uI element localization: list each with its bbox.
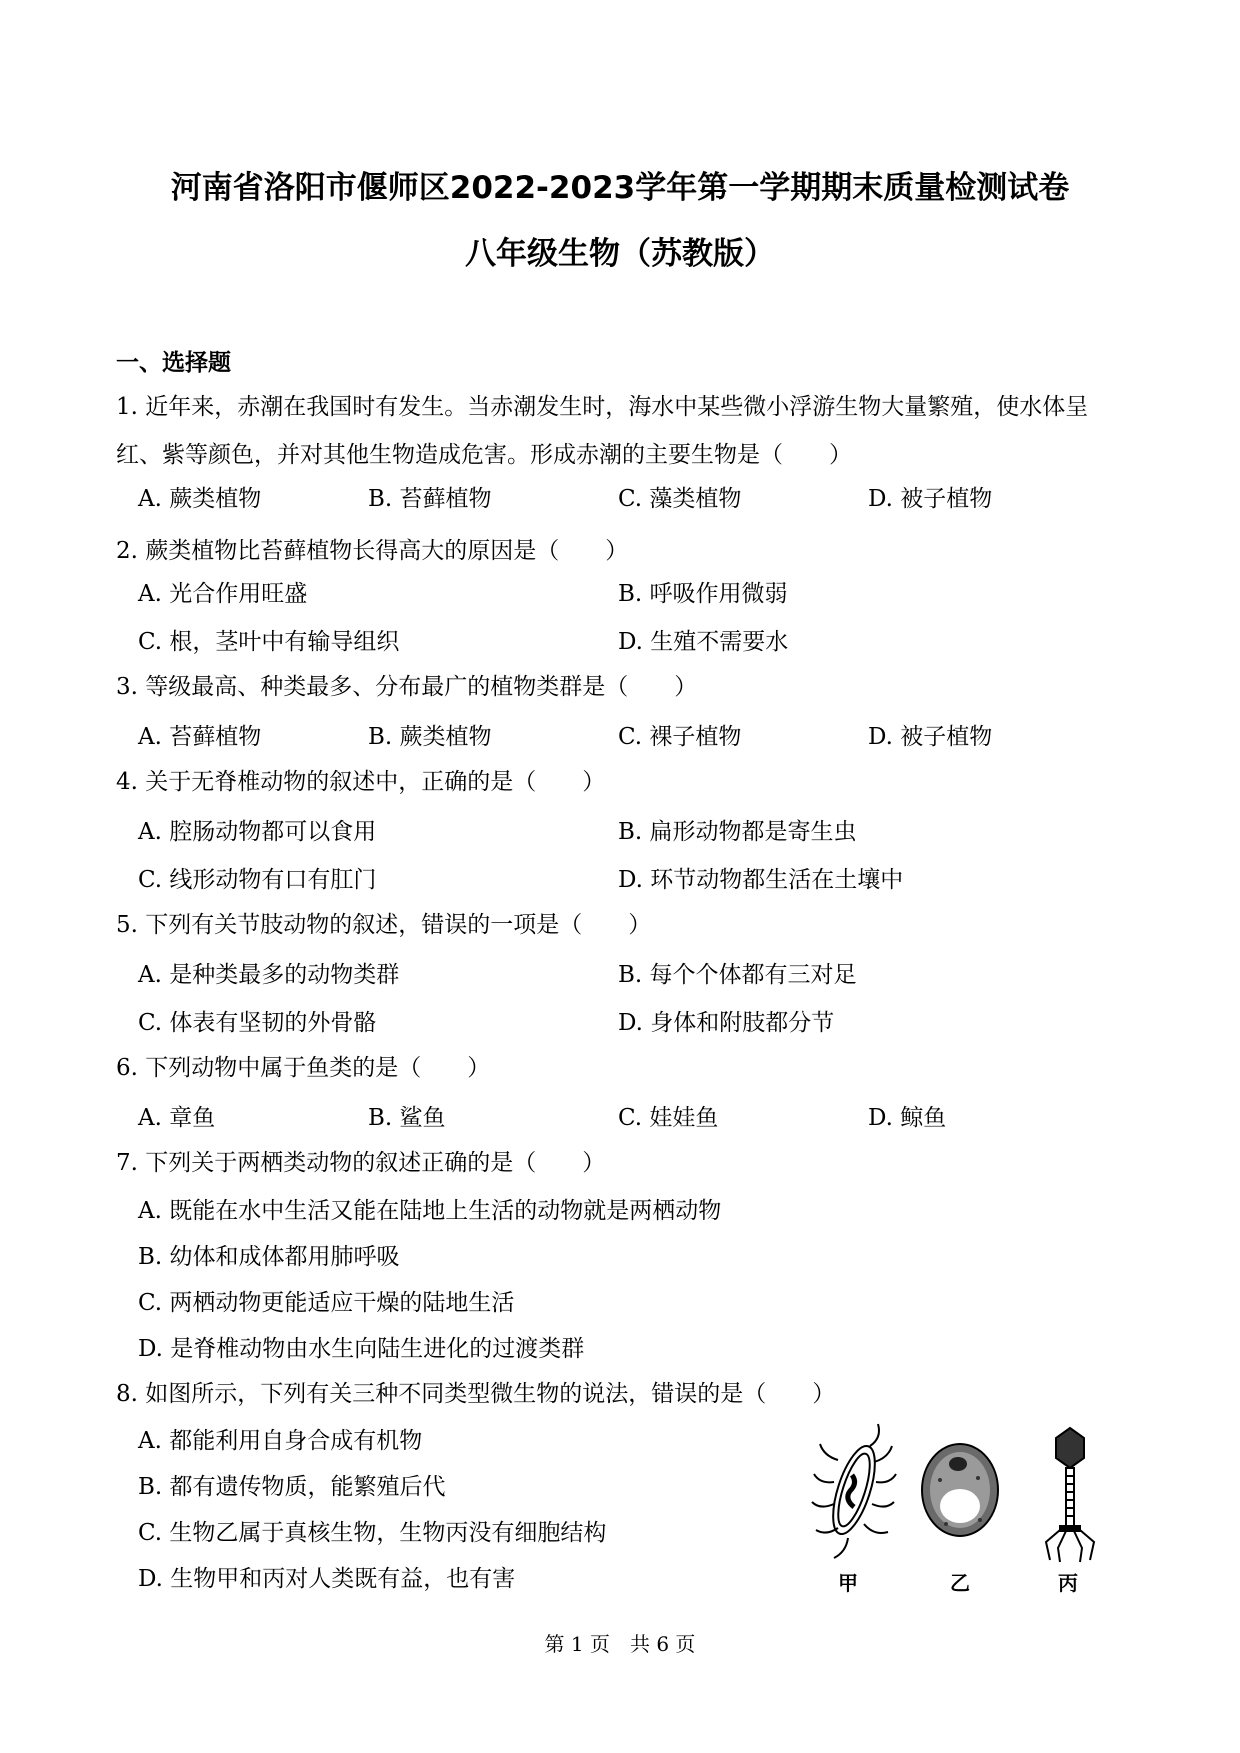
q1-option-d: D. 被子植物 <box>868 486 993 512</box>
bacterium-drawing <box>812 1424 896 1558</box>
page-footer: 第 1 页 共 6 页 <box>544 1632 696 1656</box>
q5-option-b: B. 每个个体都有三对足 <box>618 962 857 988</box>
q7-option-c: C. 两栖动物更能适应干燥的陆地生活 <box>138 1290 515 1316</box>
q6-option-a: A. 章鱼 <box>138 1105 216 1131</box>
q5-option-a: A. 是种类最多的动物类群 <box>138 962 400 988</box>
q1-option-a: A. 蕨类植物 <box>138 486 262 512</box>
q6-option-b: B. 鲨鱼 <box>368 1105 446 1131</box>
question-3-stem: 3. 等级最高、种类最多、分布最广的植物类群是（ ） <box>116 674 698 700</box>
q7-option-d: D. 是脊椎动物由水生向陆生进化的过渡类群 <box>138 1336 585 1362</box>
q2-option-c: C. 根，茎叶中有输导组织 <box>138 629 400 655</box>
q6-option-d: D. 鲸鱼 <box>868 1105 947 1131</box>
question-4-stem: 4. 关于无脊椎动物的叙述中，正确的是（ ） <box>116 769 606 795</box>
q3-option-b: B. 蕨类植物 <box>368 724 492 750</box>
q2-option-d: D. 生殖不需要水 <box>618 629 789 655</box>
figure-label-bing: 丙 <box>1058 1571 1078 1595</box>
question-6-stem: 6. 下列动物中属于鱼类的是（ ） <box>116 1055 491 1081</box>
figure-label-yi: 乙 <box>950 1571 970 1595</box>
question-7-stem: 7. 下列关于两栖类动物的叙述正确的是（ ） <box>116 1150 606 1176</box>
exam-title: 河南省洛阳市偃师区2022-2023学年第一学期期末质量检测试卷 <box>170 170 1070 206</box>
q3-option-d: D. 被子植物 <box>868 724 993 750</box>
q2-option-a: A. 光合作用旺盛 <box>138 581 308 607</box>
q3-option-a: A. 苔藓植物 <box>138 724 262 750</box>
q1-option-b: B. 苔藓植物 <box>368 486 492 512</box>
q3-option-c: C. 裸子植物 <box>618 724 742 750</box>
q2-option-b: B. 呼吸作用微弱 <box>618 581 788 607</box>
section-heading: 一、选择题 <box>116 350 231 376</box>
exam-subtitle: 八年级生物（苏教版） <box>465 236 775 272</box>
q8-option-a: A. 都能利用自身合成有机物 <box>138 1428 423 1454</box>
q8-option-d: D. 生物甲和丙对人类既有益，也有害 <box>138 1566 516 1592</box>
q4-option-b: B. 扁形动物都是寄生虫 <box>618 819 857 845</box>
question-1-stem: 1. 近年来，赤潮在我国时有发生。当赤潮发生时，海水中某些微小浮游生物大量繁殖，使水体呈红、紫等颜色，并对其他生物造成危害。形成赤潮的主要生物是（ ） <box>116 394 1089 468</box>
question-2-stem: 2. 蕨类植物比苔藓植物长得高大的原因是（ ） <box>116 538 629 564</box>
microorganism-figure <box>808 1420 1128 1600</box>
q4-option-c: C. 线形动物有口有肛门 <box>138 867 377 893</box>
q7-option-a: A. 既能在水中生活又能在陆地上生活的动物就是两栖动物 <box>138 1198 722 1224</box>
question-8-stem: 8. 如图所示，下列有关三种不同类型微生物的说法，错误的是（ ） <box>116 1381 836 1407</box>
q6-option-c: C. 娃娃鱼 <box>618 1105 719 1131</box>
q4-option-a: A. 腔肠动物都可以食用 <box>138 819 377 845</box>
figure-label-jia: 甲 <box>838 1571 858 1595</box>
q5-option-d: D. 身体和附肢都分节 <box>618 1010 835 1036</box>
q5-option-c: C. 体表有坚韧的外骨骼 <box>138 1010 377 1036</box>
q8-option-b: B. 都有遗传物质，能繁殖后代 <box>138 1474 446 1500</box>
q1-option-c: C. 藻类植物 <box>618 486 742 512</box>
virus-drawing <box>1046 1428 1094 1562</box>
q7-option-b: B. 幼体和成体都用肺呼吸 <box>138 1244 400 1270</box>
q8-option-c: C. 生物乙属于真核生物，生物丙没有细胞结构 <box>138 1520 607 1546</box>
q4-option-d: D. 环节动物都生活在土壤中 <box>618 867 904 893</box>
yeast-cell-drawing <box>922 1444 998 1536</box>
question-5-stem: 5. 下列有关节肢动物的叙述，错误的一项是（ ） <box>116 912 652 938</box>
